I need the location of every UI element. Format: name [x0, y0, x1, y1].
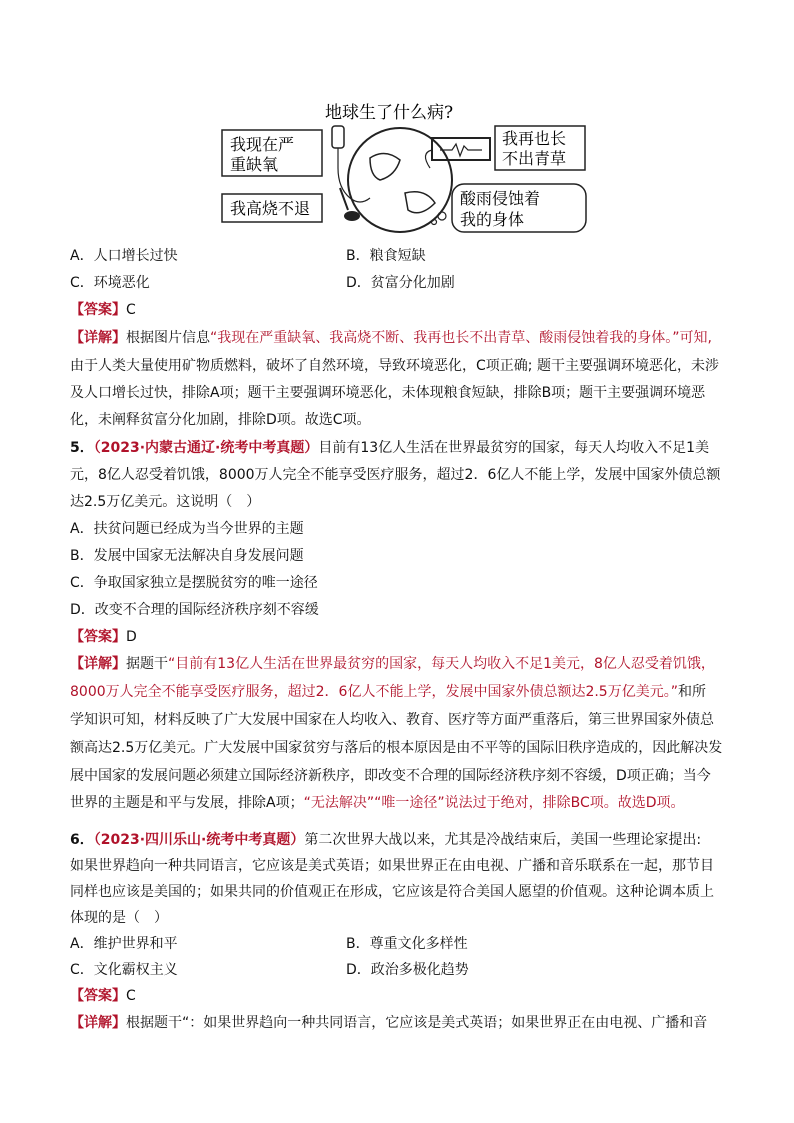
q5-detail-line2 — [70, 682, 706, 702]
answer-tag: 【答案】 — [70, 988, 126, 1004]
detail-tag: 【详解】 — [70, 656, 126, 672]
q5-detail-line3: 学知识可知，材料反映了广大发展中国家在人均收入、教育、医疗等方面严重落后，第三世界国家外债总 — [70, 712, 714, 728]
answer-value: C — [126, 988, 136, 1004]
q6-stem-line3: 同样也应该是美国的；如果共同的价值观正在形成，它应该是符合美国人愿望的价值观。这种论调本质上 — [70, 884, 714, 900]
bubble-acid-rain-line2: 我的身体 — [460, 210, 525, 229]
bubble-fever-text: 我高烧不退 — [230, 199, 311, 218]
question-source: （2023·四川乐山·统考中考真题） — [93, 832, 305, 848]
q5-detail-line6 — [70, 793, 685, 813]
q4-detail-line2: 由于人类大量使用矿物质燃料，破坏了自然环境，导致环境恶化，C项正确; 题干主要强调环境恶化，未涉 — [70, 358, 719, 374]
q4-detail-line1 — [70, 328, 712, 348]
q4-option-d: D．贫富分化加剧 — [346, 275, 455, 291]
answer-value: D — [126, 629, 137, 645]
thermometer-icon — [344, 211, 360, 221]
detail-text: 据题干 — [126, 656, 168, 672]
q5-detail-line1 — [70, 654, 715, 674]
q6-option-c: C．文化霸权主义 — [70, 962, 178, 978]
q6-stem-line1 — [70, 830, 701, 850]
bubble-acid-rain-line1: 酸雨侵蚀着 — [460, 189, 541, 208]
q5-stem-line3: 达2.5万亿美元。这说明（ ） — [70, 494, 261, 510]
detail-quote: 8000万人完全不能享受医疗服务，超过2．6亿人不能上学，发展中国家外债总额达2.5万亿美元。” — [70, 684, 678, 700]
stem-text: 第二次世界大战以来，尤其是冷战结束后，美国一些理论家提出: — [304, 832, 702, 848]
q4-detail-line4: 化，未阐释贫富分化加剧，排除D项。故选C项。 — [70, 412, 371, 428]
q5-option-d: D．改变不合理的国际经济秩序刻不容缓 — [70, 602, 319, 618]
bubble-oxygen-line2: 重缺氧 — [230, 155, 279, 174]
q6-option-d: D．政治多极化趋势 — [346, 962, 469, 978]
iv-bag-icon — [332, 126, 344, 148]
q5-option-c: C．争取国家独立是摆脱贫穷的唯一途径 — [70, 575, 318, 591]
q4-option-a: A．人口增长过快 — [70, 248, 178, 264]
q5-answer — [70, 627, 137, 647]
detail-text: 根据题干“：如果世界趋向一种共同语言，它应该是美式英语；如果世界正在由电视、广播和音 — [126, 1015, 708, 1031]
q6-stem-line4: 体现的是（ ） — [70, 910, 168, 926]
earth-cartoon-svg — [220, 98, 590, 238]
q6-option-b: B．尊重文化多样性 — [346, 936, 468, 952]
q5-option-a: A．扶贫问题已经成为当今世界的主题 — [70, 521, 304, 537]
detail-text: 世界的主题是和平与发展，排除A项； — [70, 795, 304, 811]
q6-option-a: A．维护世界和平 — [70, 936, 178, 952]
bubble-oxygen-line1: 我现在严 — [230, 135, 295, 154]
detail-text: 根据图片信息 — [126, 330, 210, 346]
answer-tag: 【答案】 — [70, 629, 126, 645]
q4-answer — [70, 300, 136, 320]
q6-stem-line2: 如果世界趋向一种共同语言，它应该是美式英语；如果世界正在由电视、广播和音乐联系在一起，那节目 — [70, 858, 714, 874]
detail-text: 和所 — [677, 684, 706, 700]
q5-detail-line4: 额高达2.5万亿美元。广大发展中国家贫穷与落后的根本原因是由不平等的国际旧秩序造成的，因此解决发 — [70, 740, 723, 756]
detail-quote: “无法解决”“唯一途径”说法过于绝对，排除BC项。故选D项。 — [303, 795, 685, 811]
detail-quote: “我现在严重缺氧、我高烧不断、我再也长不出青草、酸雨侵蚀着我的身体。”可知, — [210, 330, 712, 346]
q4-option-b: B．粮食短缺 — [346, 248, 426, 264]
answer-tag: 【答案】 — [70, 302, 126, 318]
globe-icon — [348, 128, 452, 232]
question-source: （2023·内蒙古通辽·统考中考真题） — [93, 440, 319, 456]
cartoon-title: 地球生了什么病? — [325, 103, 454, 123]
detail-quote: “目前有13亿人生活在世界最贫穷的国家，每天人均收入不足1美元，8亿人忍受着饥饿， — [168, 656, 715, 672]
q5-option-b: B．发展中国家无法解决自身发展问题 — [70, 548, 304, 564]
question-number: 5． — [70, 440, 94, 456]
q6-detail-line1 — [70, 1013, 707, 1033]
question-number: 6． — [70, 832, 94, 848]
detail-tag: 【详解】 — [70, 1015, 126, 1031]
q6-answer — [70, 986, 136, 1006]
q4-detail-line3: 及人口增长过快，排除A项；题干主要强调环境恶化，未体现粮食短缺，排除B项；题干主要强调环境恶 — [70, 385, 706, 401]
stem-text: 目前有13亿人生活在世界最贫穷的国家，每天人均收入不足1美 — [318, 440, 710, 456]
earth-cartoon — [220, 98, 590, 238]
answer-value: C — [126, 302, 136, 318]
bubble-grass-line1: 我再也长 — [502, 129, 567, 148]
q5-stem-line2: 元，8亿人忍受着饥饿，8000万人完全不能享受医疗服务，超过2．6亿人不能上学，发展中国家外债总额 — [70, 467, 721, 483]
detail-tag: 【详解】 — [70, 330, 126, 346]
bubble-grass-line2: 不出青草 — [502, 149, 567, 168]
q5-detail-line5: 展中国家的发展问题必须建立国际经济新秩序，即改变不合理的国际经济秩序刻不容缓，D项正确；当今 — [70, 768, 711, 784]
q4-option-c: C．环境恶化 — [70, 275, 150, 291]
q5-stem-line1 — [70, 438, 709, 458]
